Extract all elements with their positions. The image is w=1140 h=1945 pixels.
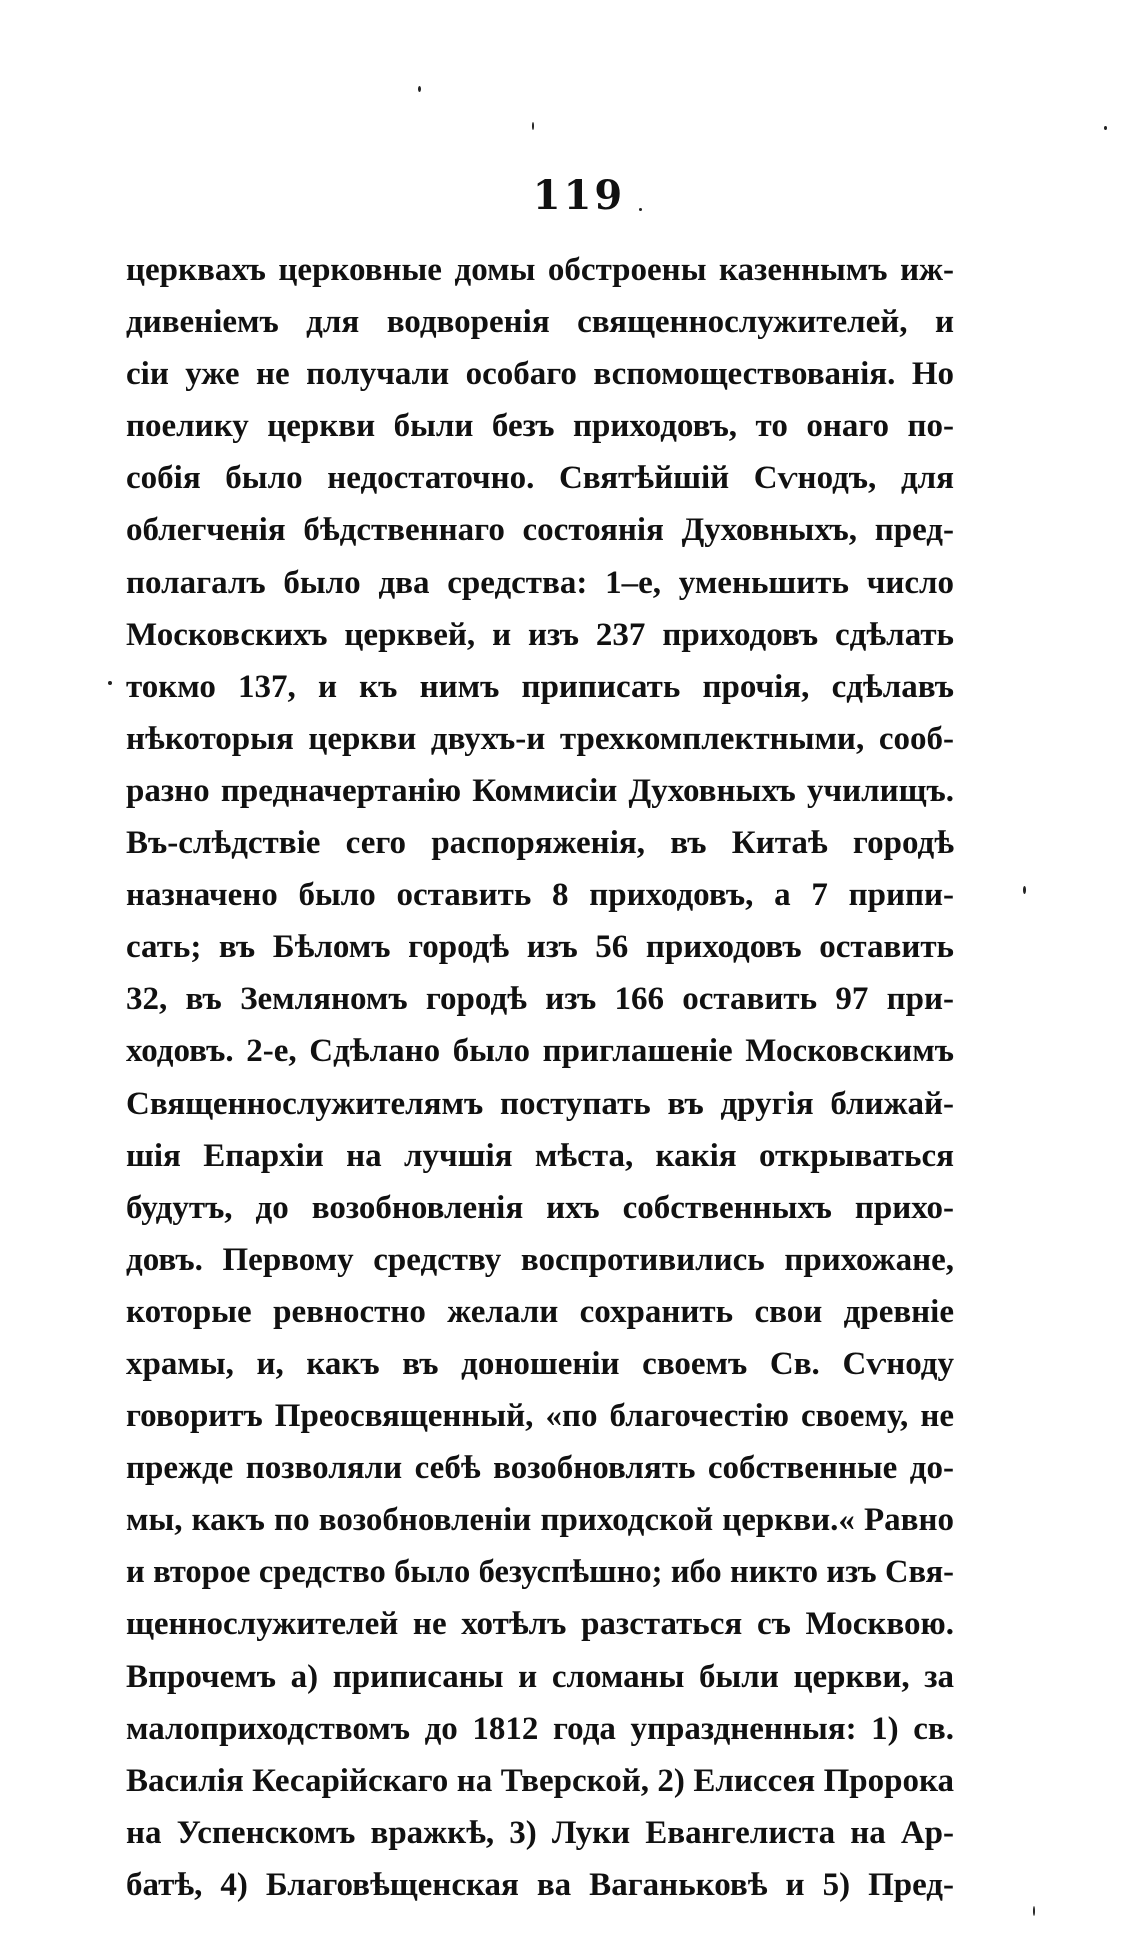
text-line: собія было недостаточно. Святѣйшій Сѵнодъ, для: [126, 460, 954, 497]
text-line: Въ-слѣдствіе сего распоряженія, въ Китаѣ городѣ: [126, 825, 954, 862]
text-line: Московскихъ церквей, и изъ 237 приходовъ сдѣлать: [126, 616, 954, 653]
body-text: [126, 244, 954, 1911]
text-line: довъ. Первому средству воспротивились прихожане,: [126, 1241, 954, 1278]
text-line: храмы, и, какъ въ доношеніи своемъ Св. Сѵноду: [126, 1345, 954, 1382]
text-line: батѣ, 4) Благовѣщенская ва Ваганьковѣ и 5) Пред-: [126, 1866, 954, 1903]
text-line: шія Епархіи на лучшія мѣста, какія открываться: [126, 1137, 954, 1174]
text-line: Священнослужителямъ поступать въ другія ближай-: [126, 1085, 954, 1122]
text-line: полагалъ было два средства: 1–е, уменьшить число: [126, 564, 954, 601]
text-line: сіи уже не получали особаго вспомоществованія. Но: [126, 356, 954, 393]
text-line: мы, какъ по возобновленіи приходской церкви.« Равно: [126, 1502, 954, 1539]
scan-mark: [1023, 886, 1026, 894]
text-line: говоритъ Преосвященный, «по благочестію своему, не: [126, 1398, 954, 1435]
text-line: 32, въ Земляномъ городѣ изъ 166 оставить 97 при-: [126, 981, 954, 1018]
text-line: церквахъ церковные домы обстроены казеннымъ иж-: [126, 252, 954, 288]
text-line: разно предначертанію Коммисіи Духовныхъ училищъ.: [126, 772, 954, 809]
text-line: Василія Кесарійскаго на Тверской, 2) Елиссея Пророка: [126, 1762, 954, 1799]
text-line: малоприходствомъ до 1812 года упраздненныя: 1) св.: [126, 1710, 954, 1747]
text-line: токмо 137, и къ нимъ приписать прочія, сдѣлавъ: [126, 668, 954, 705]
text-line: прежде позволяли себѣ возобновлять собственные до-: [126, 1450, 954, 1487]
scan-mark: [1104, 126, 1107, 130]
text-line: на Успенскомъ вражкѣ, 3) Луки Евангелиста на Ар-: [126, 1814, 954, 1851]
text-line: назначено было оставить 8 приходовъ, а 7 припи-: [126, 877, 954, 914]
scan-mark: [1033, 1906, 1035, 1916]
scan-mark: [532, 122, 534, 130]
text-line: Впрочемъ а) приписаны и сломаны были церкви, за: [126, 1658, 954, 1695]
text-line: ходовъ. 2-е, Сдѣлано было приглашеніе Московскимъ: [126, 1033, 954, 1070]
text-line: нѣкоторыя церкви двухъ-и трехкомплектными, сооб-: [126, 720, 954, 757]
text-line: облегченія бѣдственнаго состоянія Духовныхъ, пред-: [126, 512, 954, 549]
text-line: дивеніемъ для водворенія священнослужителей, и: [126, 304, 954, 341]
text-line: будутъ, до возобновленія ихъ собственныхъ прихо-: [126, 1189, 954, 1226]
scan-mark: [418, 86, 421, 92]
text-line: и второе средство было безуспѣшно; ибо никто изъ Свя-: [126, 1554, 954, 1591]
text-line: сать; въ Бѣломъ городѣ изъ 56 приходовъ оставить: [126, 929, 954, 966]
text-line: щеннослужителей не хотѣлъ разстаться съ Москвою.: [126, 1606, 954, 1643]
scan-mark: [108, 681, 112, 685]
text-line: которые ревностно желали сохранить свои древніе: [126, 1293, 954, 1330]
text-line: поелику церкви были безъ приходовъ, то онаго по-: [126, 408, 954, 445]
page-number: 119: [532, 172, 626, 219]
